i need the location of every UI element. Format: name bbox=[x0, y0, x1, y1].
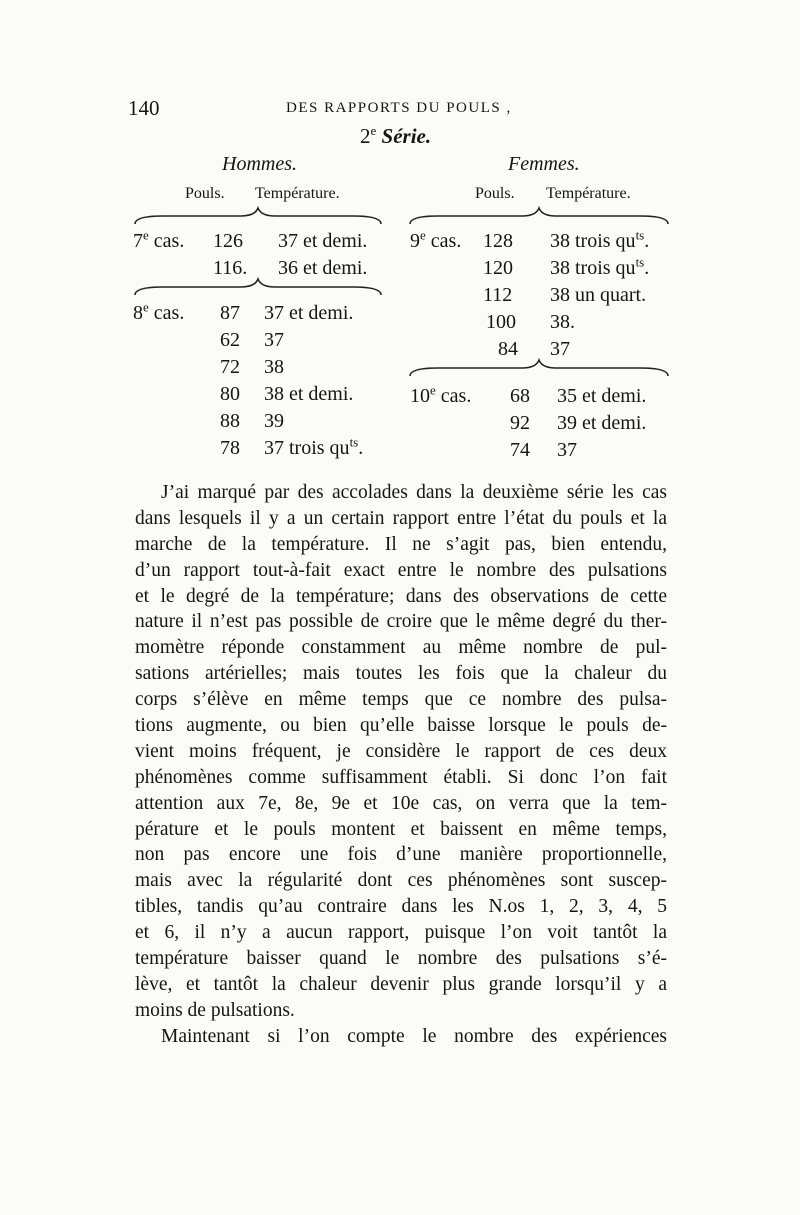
table-cell-pouls: 120 bbox=[483, 257, 513, 279]
serie-number: 2 bbox=[360, 124, 371, 148]
hommes-case-8-label: 8e cas. bbox=[133, 299, 185, 324]
table-cell-temperature: 37 bbox=[557, 439, 577, 461]
text-line: pérature et le pouls montent et baissent en même temps, bbox=[135, 818, 667, 840]
text-line: nature il n’est pas possible de croire que le même degré du ther- bbox=[135, 611, 667, 633]
serie-title: Série. bbox=[381, 124, 432, 148]
table-cell-temperature: 37 bbox=[550, 338, 570, 360]
femmes-case-10-label: 10e cas. bbox=[410, 382, 472, 407]
hommes-label: Hommes. bbox=[222, 153, 297, 175]
text-line: corps s’élève en même temps que ce nombre des pulsa- bbox=[135, 689, 667, 711]
text-line: marche de la température. Il ne s’agit pas, bien entendu, bbox=[135, 533, 667, 555]
table-cell-pouls: 128 bbox=[483, 230, 513, 252]
text-line: momètre réponde constamment au même nombre de pul- bbox=[135, 637, 667, 659]
text-line: moins de pulsations. bbox=[135, 999, 295, 1021]
hommes-pouls-header: Pouls. bbox=[185, 185, 225, 202]
text-line: dans lesquels il y a un certain rapport entre l’état du pouls et la bbox=[135, 507, 667, 529]
table-cell-temperature: 38 bbox=[264, 356, 284, 378]
text-line: mais avec la régularité dont ces phénomènes sont suscep- bbox=[135, 870, 667, 892]
text-line: température baisser quand le nombre des pulsations s’é- bbox=[135, 948, 667, 970]
text-line: phénomènes comme suffisamment établi. Si donc l’on fait bbox=[135, 766, 667, 788]
table-cell-temperature: 37 et demi. bbox=[278, 230, 368, 252]
table-cell-temperature: 38 trois $qu^{ts}$. bbox=[550, 254, 650, 279]
table-cell-temperature: 37 bbox=[264, 329, 284, 351]
text-line: attention aux 7e, 8e, 9e et 10e cas, on verra que la tem- bbox=[135, 792, 667, 814]
running-title: DES RAPPORTS DU POULS , bbox=[286, 100, 512, 116]
brace-femmes-10 bbox=[408, 358, 670, 382]
table-cell-temperature: 39 et demi. bbox=[557, 412, 647, 434]
table-cell-temperature: 37 et demi. bbox=[264, 302, 354, 324]
table-cell-pouls: 78 bbox=[220, 437, 240, 459]
femmes-temp-header: Température. bbox=[546, 185, 631, 202]
femmes-label: Femmes. bbox=[508, 153, 580, 175]
table-cell-pouls: 100 bbox=[486, 311, 516, 333]
text-line: d’un rapport tout-à-fait exact entre le nombre des pulsations bbox=[135, 559, 667, 581]
table-cell-temperature: 38 trois $qu^{ts}$. bbox=[550, 227, 650, 252]
brace-hommes-8 bbox=[133, 277, 383, 301]
table-cell-temperature: 37 trois $qu^{ts}$. bbox=[264, 434, 364, 459]
text-line: lève, et tantôt la chaleur devenir plus grande lorsqu’il y a bbox=[135, 973, 667, 995]
table-cell-pouls: 74 bbox=[510, 439, 530, 461]
table-cell-pouls: 72 bbox=[220, 356, 240, 378]
table-cell-pouls: 112 bbox=[483, 284, 513, 306]
text-line: et 6, il n’y a aucun rapport, puisque l’on voit tantôt la bbox=[135, 922, 667, 944]
serie-heading bbox=[360, 124, 431, 149]
text-line: non pas encore une fois d’une manière proportionnelle, bbox=[135, 844, 667, 866]
text-line: tibles, tandis qu’au contraire dans les N.os 1, 2, 3, 4, 5 bbox=[135, 896, 667, 918]
page-number: 140 bbox=[128, 96, 160, 120]
text-line: vient moins fréquent, je considère le rapport de ces deux bbox=[135, 740, 667, 762]
femmes-case-9-label: 9e cas. bbox=[410, 227, 462, 252]
table-cell-pouls: 92 bbox=[510, 412, 530, 434]
body-paragraph bbox=[135, 480, 667, 1050]
hommes-temp-header: Température. bbox=[255, 185, 340, 202]
text-line: tions augmente, ou bien qu’elle baisse lorsque le pouls de- bbox=[135, 715, 667, 737]
table-cell-pouls: 68 bbox=[510, 385, 530, 407]
table-cell-temperature: 36 et demi. bbox=[278, 257, 368, 279]
table-cell-pouls: 84 bbox=[498, 338, 518, 360]
table-cell-temperature: 38 un quart. bbox=[550, 284, 647, 306]
serie-number-sup: e bbox=[370, 123, 377, 138]
text-line: Maintenant si l’on compte le nombre des expériences bbox=[161, 1025, 667, 1047]
text-line: sations artérielles; mais toutes les fois que la chaleur du bbox=[135, 663, 667, 685]
text-line: J’ai marqué par des accolades dans la deuxième série les cas bbox=[161, 482, 667, 503]
hommes-case-7-label: 7e cas. bbox=[133, 227, 185, 252]
table-cell-pouls: 87 bbox=[220, 302, 240, 324]
table-cell-temperature: 35 et demi. bbox=[557, 385, 647, 407]
table-cell-pouls: 88 bbox=[220, 410, 240, 432]
table-cell-pouls: 126 bbox=[213, 230, 243, 252]
femmes-pouls-header: Pouls. bbox=[475, 185, 515, 202]
text-line: et le degré de la température; dans des observations de cette bbox=[135, 585, 667, 607]
table-cell-temperature: 38 et demi. bbox=[264, 383, 354, 405]
table-cell-temperature: 38. bbox=[550, 311, 575, 333]
table-cell-pouls: 116. bbox=[213, 257, 248, 279]
table-cell-pouls: 80 bbox=[220, 383, 240, 405]
brace-hommes-7 bbox=[133, 206, 383, 230]
table-cell-pouls: 62 bbox=[220, 329, 240, 351]
brace-femmes-9 bbox=[408, 206, 670, 230]
table-cell-temperature: 39 bbox=[264, 410, 284, 432]
